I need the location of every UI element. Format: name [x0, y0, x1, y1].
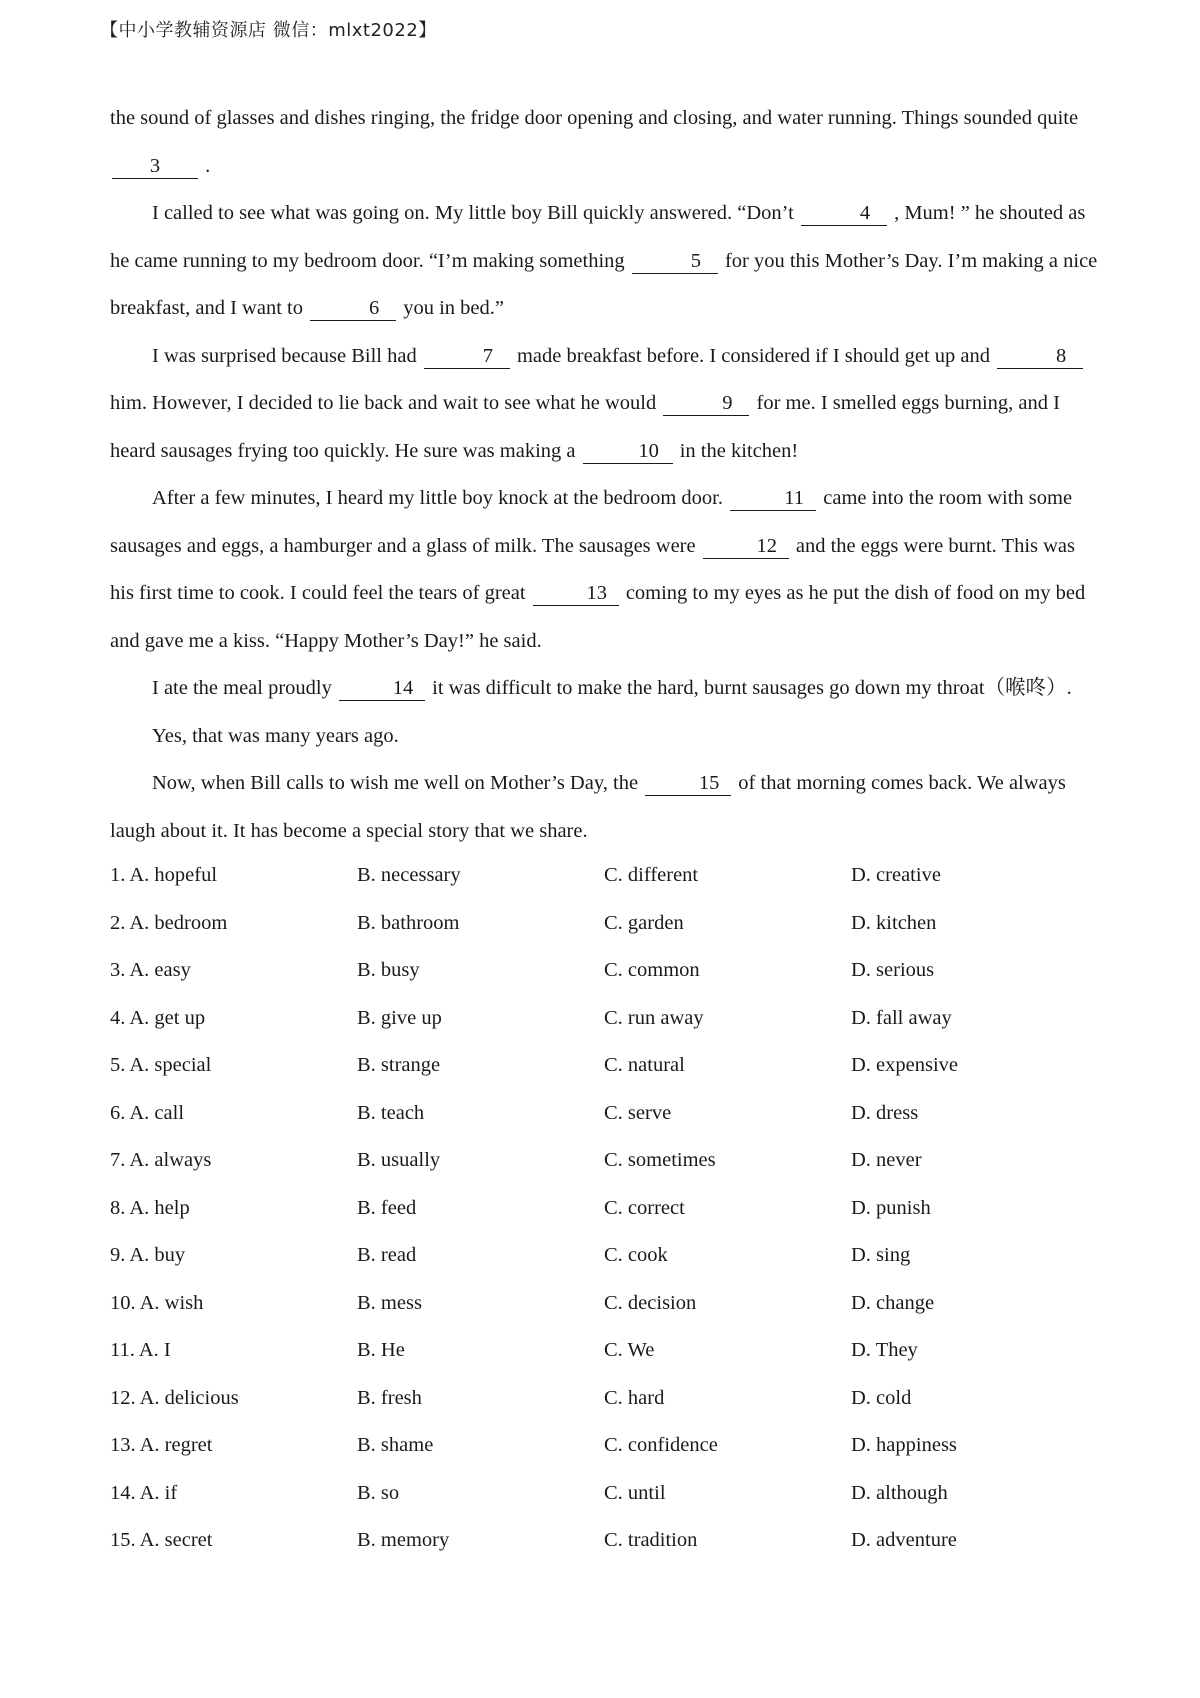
blank-9: 9 — [663, 391, 749, 416]
option-d: D. adventure — [851, 1529, 957, 1552]
question-row-3 — [110, 947, 1100, 995]
option-c: C. decision — [604, 1291, 697, 1314]
option-b: B. busy — [357, 959, 420, 982]
question-row-4 — [110, 995, 1100, 1043]
paragraph-text: the sound of glasses and dishes ringing, the fridge door opening and closing, and water running. Things sounded quite — [110, 107, 1079, 129]
option-b: B. usually — [357, 1149, 441, 1172]
question-row-14 — [110, 1470, 1100, 1518]
paragraph-text: coming to my eyes as he put the dish of food on my bed and gave me a kiss. “Happy Mother’s Day!” he said. — [110, 582, 1086, 652]
option-b: B. He — [357, 1339, 405, 1362]
paragraph-text: in the kitchen! — [674, 439, 799, 462]
paragraph-text: made breakfast before. I considered if I should get up and — [511, 344, 996, 367]
option-a: 2. A. bedroom — [110, 911, 228, 934]
option-c: C. run away — [604, 1006, 704, 1029]
option-a: 5. A. special — [110, 1054, 212, 1077]
option-d: D. creative — [851, 864, 941, 887]
option-b: B. give up — [357, 1006, 442, 1029]
option-a: 10. A. wish — [110, 1291, 204, 1314]
question-row-12 — [110, 1375, 1100, 1423]
question-row-8 — [110, 1185, 1100, 1233]
option-b: B. feed — [357, 1196, 417, 1219]
option-c: C. We — [604, 1339, 655, 1362]
blank-15: 15 — [645, 771, 731, 796]
option-a: 3. A. easy — [110, 959, 191, 982]
paragraph-text: . — [200, 154, 211, 177]
option-a: 7. A. always — [110, 1149, 212, 1172]
paragraph-text: I called to see what was going on. My little boy Bill quickly answered. “Don’t — [152, 202, 799, 224]
question-row-7 — [110, 1137, 1100, 1185]
option-b: B. bathroom — [357, 911, 460, 934]
paragraph-text: you in bed.” — [398, 297, 504, 319]
option-a: 13. A. regret — [110, 1434, 213, 1457]
option-d: D. expensive — [851, 1054, 959, 1077]
option-b: B. read — [357, 1244, 417, 1267]
option-d: D. serious — [851, 959, 935, 982]
paragraph-text: it was difficult to make the hard, burnt sausages go down my throat（喉咚）. — [427, 677, 1072, 699]
blank-5: 5 — [632, 249, 718, 274]
paragraph-6: Yes, that was many years ago. — [152, 724, 399, 747]
question-row-9 — [110, 1232, 1100, 1280]
paragraph-3 — [110, 333, 1100, 476]
option-c: C. natural — [604, 1054, 685, 1077]
option-a: 11. A. I — [110, 1339, 171, 1362]
option-d: D. never — [851, 1149, 922, 1172]
option-c: C. different — [604, 864, 699, 887]
blank-8: 8 — [997, 344, 1083, 369]
option-c: C. sometimes — [604, 1149, 716, 1172]
option-c: C. serve — [604, 1101, 672, 1124]
paragraph-text: for you this Mother’s Day. I’m making a nice breakfast, and I want to — [110, 249, 1098, 319]
option-d: D. dress — [851, 1101, 919, 1124]
paragraph-1 — [110, 95, 1100, 190]
option-a: 12. A. delicious — [110, 1386, 239, 1409]
paragraph-2 — [110, 190, 1100, 333]
page-header: 【中小学教辅资源店 微信：mlxt2022】 — [100, 20, 437, 41]
option-a: 14. A. if — [110, 1481, 178, 1504]
question-row-10 — [110, 1280, 1100, 1328]
option-b: B. fresh — [357, 1386, 422, 1409]
blank-13: 13 — [533, 581, 619, 606]
option-d: D. kitchen — [851, 911, 937, 934]
blank-11: 11 — [730, 486, 816, 511]
option-c: C. tradition — [604, 1529, 698, 1552]
question-row-13 — [110, 1422, 1100, 1470]
blank-6: 6 — [310, 296, 396, 321]
option-d: D. although — [851, 1481, 948, 1504]
paragraph-4 — [110, 475, 1100, 665]
question-row-2 — [110, 900, 1100, 948]
option-b: B. so — [357, 1481, 400, 1504]
option-a: 8. A. help — [110, 1196, 190, 1219]
blank-7: 7 — [424, 344, 510, 369]
option-b: B. memory — [357, 1529, 450, 1552]
paragraph-5 — [110, 665, 1100, 713]
option-d: D. happiness — [851, 1434, 957, 1457]
option-c: C. cook — [604, 1244, 668, 1267]
answer-options — [110, 852, 1100, 1565]
question-row-15 — [110, 1517, 1100, 1565]
option-c: C. common — [604, 959, 700, 982]
paragraph-text: I ate the meal proudly — [152, 677, 338, 699]
option-a: 4. A. get up — [110, 1006, 206, 1029]
blank-10: 10 — [583, 439, 673, 464]
paragraph-text: of that morning comes back. We always laugh about it. It has become a special story that we share. — [110, 772, 1066, 842]
paragraph-text: I was surprised because Bill had — [152, 344, 422, 367]
option-b: B. teach — [357, 1101, 425, 1124]
option-d: D. sing — [851, 1244, 911, 1267]
option-a: 1. A. hopeful — [110, 864, 218, 887]
option-d: D. punish — [851, 1196, 931, 1219]
option-b: B. strange — [357, 1054, 441, 1077]
option-d: D. cold — [851, 1386, 912, 1409]
paragraph-text: , Mum! ” he shouted as he came running to my bedroom door. “I’m making something — [110, 202, 1086, 272]
option-b: B. shame — [357, 1434, 434, 1457]
option-b: B. necessary — [357, 864, 461, 887]
question-row-6 — [110, 1090, 1100, 1138]
paragraph-text: him. However, I decided to lie back and wait to see what he would — [110, 392, 662, 414]
option-c: C. confidence — [604, 1434, 718, 1457]
question-row-11 — [110, 1327, 1100, 1375]
blank-12: 12 — [703, 534, 789, 559]
option-a: 15. A. secret — [110, 1529, 213, 1552]
option-c: C. correct — [604, 1196, 685, 1219]
option-d: D. They — [851, 1339, 918, 1362]
option-d: D. change — [851, 1291, 935, 1314]
blank-4: 4 — [801, 201, 887, 226]
option-d: D. fall away — [851, 1006, 952, 1029]
paragraph-text: and the eggs were burnt. This was his first time to cook. I could feel the tears of great — [110, 534, 1076, 604]
question-row-5 — [110, 1042, 1100, 1090]
option-c: C. until — [604, 1481, 666, 1504]
paragraph-7 — [110, 760, 1100, 855]
paragraph-text: for me. I smelled eggs burning, and I heard sausages frying too quickly. He sure was making a — [110, 392, 1060, 462]
option-c: C. garden — [604, 911, 684, 934]
blank-14: 14 — [339, 676, 425, 701]
option-a: 9. A. buy — [110, 1244, 186, 1267]
option-c: C. hard — [604, 1386, 665, 1409]
blank-3: 3 — [112, 154, 198, 179]
paragraph-text: After a few minutes, I heard my little boy knock at the bedroom door. — [152, 487, 729, 509]
paragraph-text: Now, when Bill calls to wish me well on Mother’s Day, the — [152, 772, 644, 794]
paragraph-text: came into the room with some sausages and eggs, a hamburger and a glass of milk. The sausages were — [110, 487, 1073, 557]
reading-passage — [110, 95, 1100, 855]
option-b: B. mess — [357, 1291, 422, 1314]
option-a: 6. A. call — [110, 1101, 185, 1124]
question-row-1 — [110, 852, 1100, 900]
